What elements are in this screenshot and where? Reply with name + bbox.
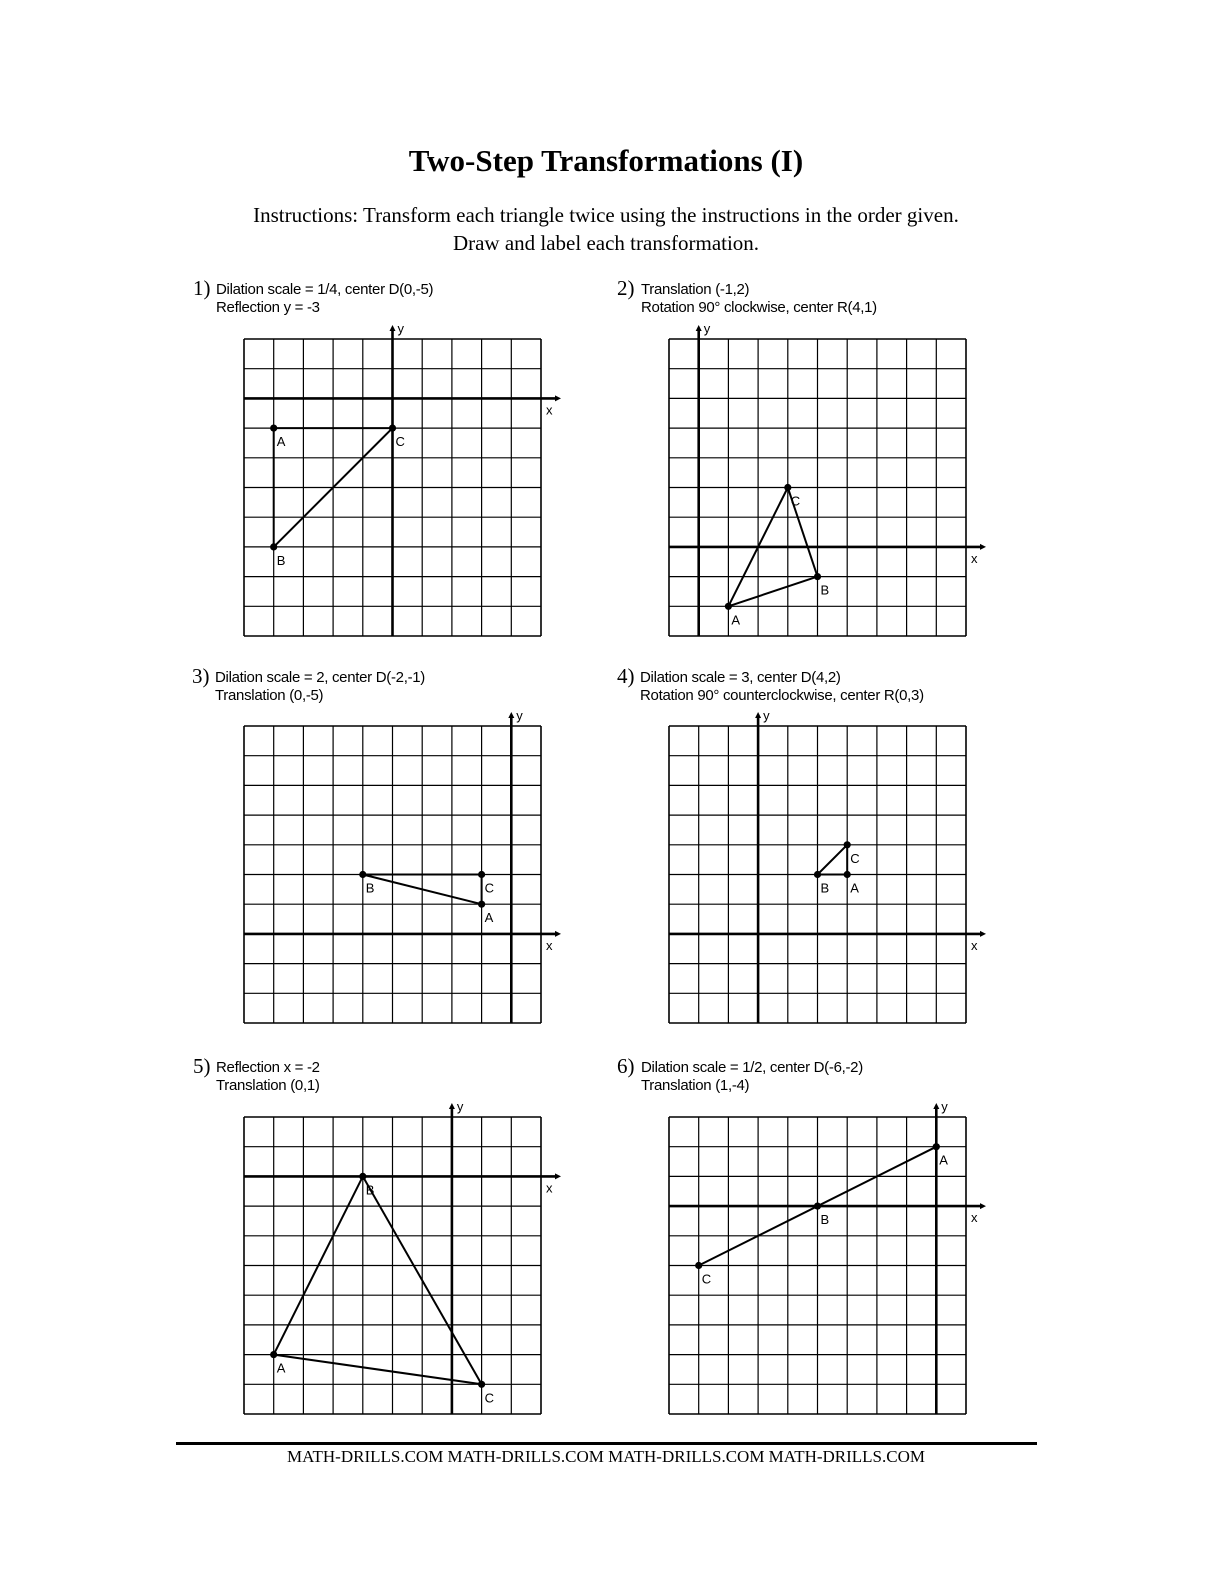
point-C <box>844 841 851 848</box>
problem-3-step-1: Dilation scale = 2, center D(-2,-1) <box>215 669 426 686</box>
problem-6-number: 6) <box>617 1054 635 1078</box>
point-label-C: C <box>790 493 801 509</box>
y-axis-label: y <box>941 1099 948 1114</box>
point-label-C: C <box>484 1390 494 1406</box>
x-axis-label: x <box>971 937 978 953</box>
point-A <box>478 901 485 908</box>
problem-1-step-2: Reflection y = -3 <box>216 299 320 316</box>
point-label-C: C <box>484 880 494 896</box>
y-axis-label: y <box>397 321 404 336</box>
y-axis-label: y <box>516 708 523 723</box>
problem-5-step-1: Reflection x = -2 <box>216 1059 320 1076</box>
point-label-B: B <box>276 552 286 568</box>
point-C <box>695 1262 702 1269</box>
problem-3-coordinate-grid <box>244 708 553 1023</box>
point-B <box>359 1173 366 1180</box>
point-label-A: A <box>850 880 859 896</box>
y-axis-arrow-icon <box>449 1103 455 1109</box>
x-axis-label: x <box>546 1180 553 1196</box>
point-C <box>478 871 485 878</box>
point-label-A: A <box>939 1152 948 1168</box>
y-axis-label: y <box>456 1099 464 1114</box>
segment-CB <box>818 845 848 875</box>
point-label-C: C <box>395 434 405 450</box>
instructions-line-2: Draw and label each transformation. <box>452 231 760 255</box>
y-axis-label: y <box>703 321 711 336</box>
point-A <box>270 425 277 432</box>
problem-2-step-1: Translation (-1,2) <box>641 281 750 298</box>
problem-2-step-2: Rotation 90° clockwise, center R(4,1) <box>641 299 877 316</box>
x-axis-label: x <box>546 937 553 953</box>
problem-6-step-1: Dilation scale = 1/2, center D(-6,-2) <box>641 1059 863 1076</box>
y-axis-arrow-icon <box>933 1103 939 1109</box>
point-label-C: C <box>850 850 860 866</box>
problem-5-step-2: Translation (0,1) <box>216 1077 320 1094</box>
point-C <box>784 484 791 491</box>
problem-5-coordinate-grid <box>244 1099 553 1414</box>
page-title: Two-Step Transformations (I) <box>408 143 804 178</box>
point-label-B: B <box>820 1212 830 1228</box>
point-B <box>814 573 821 580</box>
point-A <box>933 1143 940 1150</box>
problem-4-number: 4) <box>617 664 635 688</box>
point-C <box>478 1381 485 1388</box>
x-axis-arrow-icon <box>555 395 561 401</box>
point-label-A: A <box>731 612 741 628</box>
problem-1-coordinate-grid <box>244 321 553 636</box>
problem-5-number: 5) <box>193 1054 211 1078</box>
point-B <box>270 543 277 550</box>
x-axis-label: x <box>971 550 978 566</box>
point-B <box>814 1203 821 1210</box>
point-A <box>844 871 851 878</box>
problem-2-coordinate-grid <box>669 321 978 636</box>
point-B <box>359 871 366 878</box>
footer-rule <box>176 1442 1037 1445</box>
segment-CA <box>274 1355 482 1385</box>
y-axis-arrow-icon <box>390 325 396 331</box>
x-axis-arrow-icon <box>980 931 986 937</box>
point-A <box>725 603 732 610</box>
x-axis-arrow-icon <box>980 1203 986 1209</box>
point-label-A: A <box>276 434 286 450</box>
problem-1-step-1: Dilation scale = 1/4, center D(0,-5) <box>216 281 434 298</box>
footer-text: MATH-DRILLS.COM MATH-DRILLS.COM MATH-DRILLS.COM MATH-DRILLS.COM <box>287 1447 925 1466</box>
point-label-B: B <box>365 880 375 896</box>
x-axis-arrow-icon <box>555 931 561 937</box>
x-axis-arrow-icon <box>980 544 986 550</box>
point-label-A: A <box>484 910 494 926</box>
problem-4-step-1: Dilation scale = 3, center D(4,2) <box>640 669 841 686</box>
x-axis-label: x <box>971 1210 978 1226</box>
problem-4-step-2: Rotation 90° counterclockwise, center R(0,3) <box>640 687 924 704</box>
y-axis-arrow-icon <box>696 325 702 331</box>
point-C <box>389 425 396 432</box>
y-axis-arrow-icon <box>755 712 761 718</box>
point-label-B: B <box>820 582 830 598</box>
y-axis-label: y <box>763 708 770 723</box>
instructions-line-1: Instructions: Transform each triangle twice using the instructions in the order given. <box>253 203 959 227</box>
point-B <box>814 871 821 878</box>
problem-3-step-2: Translation (0,-5) <box>215 687 324 704</box>
problem-6-coordinate-grid <box>669 1099 978 1414</box>
problem-1-number: 1) <box>193 276 211 300</box>
x-axis-arrow-icon <box>555 1173 561 1179</box>
point-label-B: B <box>820 880 830 896</box>
x-axis-label: x <box>546 402 553 418</box>
point-A <box>270 1351 277 1358</box>
problem-4-coordinate-grid <box>669 708 978 1023</box>
point-label-B: B <box>365 1182 375 1198</box>
point-label-A: A <box>276 1360 286 1376</box>
problem-3-number: 3) <box>192 664 210 688</box>
problem-2-number: 2) <box>617 276 635 300</box>
y-axis-arrow-icon <box>508 712 514 718</box>
point-label-C: C <box>701 1271 712 1287</box>
problem-6-step-2: Translation (1,-4) <box>641 1077 750 1094</box>
